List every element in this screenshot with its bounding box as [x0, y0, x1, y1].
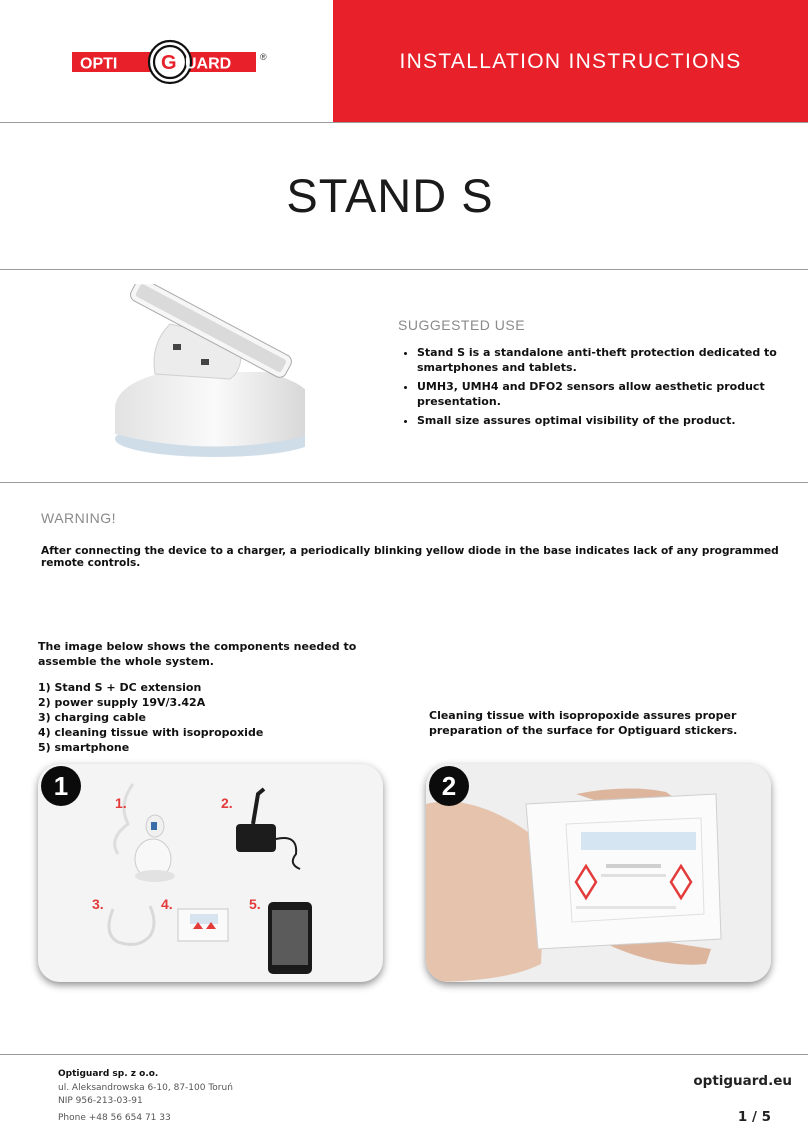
cleaning-tissue-photo: [426, 764, 771, 982]
stand-s-product-image: [105, 284, 305, 464]
divider: [0, 269, 808, 270]
suggested-use-heading: SUGGESTED USE: [398, 317, 526, 333]
warning-text: After connecting the device to a charger, a periodically blinking yellow diode in the base indicates lack of any programmed remote controls.: [41, 545, 779, 569]
components-list: [38, 680, 263, 755]
list-item: • UMH3, UMH4 and DFO2 sensors allow aesthetic product presentation.: [417, 379, 787, 409]
components-illustration: [38, 764, 383, 982]
suggested-use-list: [398, 345, 787, 432]
logo-text-uard: UARD: [185, 55, 232, 73]
logo-text-g: G: [161, 52, 177, 74]
list-item: 5) smartphone: [38, 741, 130, 754]
footer-address: ul. Aleksandrowska 6-10, 87-100 Toruń: [58, 1083, 233, 1093]
optiguard-logo: [72, 36, 272, 88]
list-item: 4) cleaning tissue with isopropoxide: [38, 726, 264, 739]
component-label: 3.: [92, 896, 104, 912]
list-item: • Small size assures optimal visibility of the product.: [417, 413, 787, 428]
tissue-in-hand-illustration: [426, 764, 771, 982]
logo-text-opti: OPTI: [80, 55, 118, 73]
divider: [0, 122, 808, 123]
component-label: 2.: [221, 795, 233, 811]
footer-nip: NIP 956-213-03-91: [58, 1096, 143, 1106]
step-2-badge: 2: [429, 766, 469, 806]
component-label: 1.: [115, 795, 127, 811]
page-title: STAND S: [286, 169, 494, 222]
components-intro: The image below shows the components needed to assemble the whole system.: [38, 640, 357, 668]
cleaning-text: Cleaning tissue with isopropoxide assures proper preparation of the surface for Optiguard stickers.: [429, 709, 738, 737]
list-item: 1) Stand S + DC extension: [38, 681, 202, 694]
footer-website: optiguard.eu: [693, 1073, 792, 1089]
footer-phone: Phone +48 56 654 71 33: [58, 1113, 171, 1123]
registered-mark: ®: [260, 52, 267, 62]
footer-company: Optiguard sp. z o.o.: [58, 1069, 159, 1079]
page-number: 1 / 5: [737, 1109, 771, 1125]
list-item: 3) charging cable: [38, 711, 146, 724]
divider: [0, 1054, 808, 1055]
step-1-badge: 1: [41, 766, 81, 806]
header-title: INSTALLATION INSTRUCTIONS: [399, 50, 742, 73]
divider: [0, 482, 808, 483]
component-label: 4.: [161, 896, 173, 912]
list-item: • Stand S is a standalone anti-theft protection dedicated to smartphones and tablets.: [417, 345, 787, 375]
list-item: 2) power supply 19V/3.42A: [38, 696, 206, 709]
component-label: 5.: [249, 896, 261, 912]
components-photo: [38, 764, 383, 982]
warning-heading: WARNING!: [41, 510, 117, 526]
